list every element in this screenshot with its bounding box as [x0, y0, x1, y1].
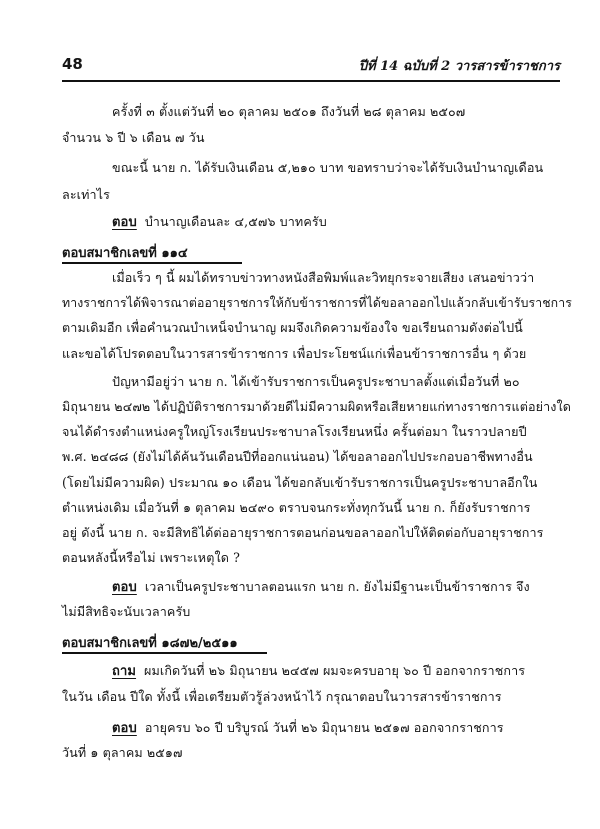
paragraph-line: อยู่ ดังนี้ นาย ก. จะมีสิทธิได้ต่ออายุราชการตอนก่อนขอลาออกไปให้ติดต่อกับอายุราชการ	[62, 525, 544, 540]
paragraph-line: และขอได้โปรดตอบในวารสารข้าราชการ เพื่อประโยชน์แก่เพื่อนข้าราชการอื่น ๆ ด้วย	[62, 346, 527, 361]
question-line: ในวัน เดือน ปีใด ทั้งนี้ เพื่อเตรียมตัวรู้ล่วงหน้าไว้ กรุณาตอบในวารสารข้าราชการ	[62, 689, 502, 704]
answer-label: ตอบ	[112, 215, 137, 230]
paragraph-line: ตามเดิมอีก เพื่อคำนวณบำเหน็จบำนาญ ผมจึงเกิดความข้องใจ ขอเรียนถามดังต่อไปนี้	[62, 320, 523, 335]
page-header	[62, 55, 560, 79]
paragraph-line: มิถุนายน ๒๔๗๒ ได้ปฏิบัติราชการมาด้วยดีไม่มีความผิดหรือเสียหายแก่ทางราชการแต่อย่างใด	[62, 399, 572, 414]
answer-label: ตอบ	[112, 721, 137, 736]
answer-line: ไม่มีสิทธิจะนับเวลาครับ	[62, 604, 191, 619]
section-rule	[62, 652, 267, 654]
paragraph-line: เมื่อเร็ว ๆ นี้ ผมได้ทราบข่าวทางหนังสือพิมพ์และวิทยุกระจายเสียง เสนอข่าวว่า	[112, 270, 535, 285]
intro-line-3: ขณะนี้ นาย ก. ได้รับเงินเดือน ๕,๒๑๐ บาท ขอทราบว่าจะได้รับเงินบำนาญเดือน	[112, 160, 544, 175]
section-heading-114: ตอบสมาชิกเลขที่ ๑๑๔	[62, 246, 188, 261]
answer-line: วันที่ ๑ ตุลาคม ๒๕๑๗	[62, 745, 183, 760]
answer-text: อายุครบ ๖๐ ปี บริบูรณ์ วันที่ ๒๖ มิถุนายน ๒๕๑๗ ออกจากราชการ	[144, 720, 504, 735]
section1-answer	[112, 578, 530, 597]
paragraph-line: ทางราชการได้พิจารณาต่ออายุราชการให้กับข้าราชการที่ได้ขอลาออกไปแล้วกลับเข้ารับราชการ	[62, 295, 572, 310]
question-text: ผมเกิดวันที่ ๒๖ มิถุนายน ๒๔๕๗ ผมจะครบอายุ ๖๐ ปี ออกจากราชการ	[144, 663, 526, 678]
paragraph-line: (โดยไม่มีความผิด) ประมาณ ๑๐ เดือน ได้ขอกลับเข้ารับราชการเป็นครูประชาบาลอีกใน	[62, 475, 538, 490]
section-heading-1872: ตอบสมาชิกเลขที่ ๑๘๗๒/๒๕๑๑	[62, 636, 238, 651]
question-label: ถาม	[112, 664, 137, 679]
paragraph-line: ปัญหามีอยู่ว่า นาย ก. ได้เข้ารับราชการเป็นครูประชาบาลตั้งแต่เมื่อวันที่ ๒๐	[112, 374, 520, 389]
intro-answer	[112, 213, 327, 232]
intro-line-2: จำนวน ๖ ปี ๖ เดือน ๗ วัน	[62, 130, 205, 145]
page-number: 48	[62, 55, 83, 73]
paragraph-line: ตอนหลังนี้หรือไม่ เพราะเหตุใด ?	[62, 550, 240, 565]
section-rule	[62, 262, 242, 264]
running-title: ปีที่ 14 ฉบับที่ 2 วารสารข้าราชการ	[358, 59, 560, 74]
intro-line-4: ละเท่าไร	[62, 187, 110, 202]
paragraph-line: จนได้ดำรงตำแหน่งครูใหญ่โรงเรียนประชาบาลโรงเรียนหนึ่ง ครั้นต่อมา ในราวปลายปี	[62, 424, 527, 439]
section2-answer	[112, 719, 504, 738]
answer-text: บำนาญเดือนละ ๔,๕๗๖ บาทครับ	[144, 214, 327, 229]
section2-question	[112, 662, 525, 681]
intro-line-1: ครั้งที่ ๓ ตั้งแต่วันที่ ๒๐ ตุลาคม ๒๕๐๑ ถึงวันที่ ๒๘ ตุลาคม ๒๕๐๗	[112, 104, 466, 119]
header-rule	[62, 80, 560, 82]
paragraph-line: พ.ศ. ๒๔๘๘ (ยังไม่ได้ค้นวันเดือนปีที่ออกแน่นอน) ได้ขอลาออกไปประกอบอาชีพทางอื่น	[62, 449, 533, 464]
answer-label: ตอบ	[112, 580, 137, 595]
paragraph-line: ตำแหน่งเดิม เมื่อวันที่ ๑ ตุลาคม ๒๔๙๐ ตราบจนกระทั่งทุกวันนี้ นาย ก. ก็ยังรับราชการ	[62, 500, 531, 515]
answer-text: เวลาเป็นครูประชาบาลตอนแรก นาย ก. ยังไม่มีฐานะเป็นข้าราชการ จึง	[144, 579, 530, 594]
